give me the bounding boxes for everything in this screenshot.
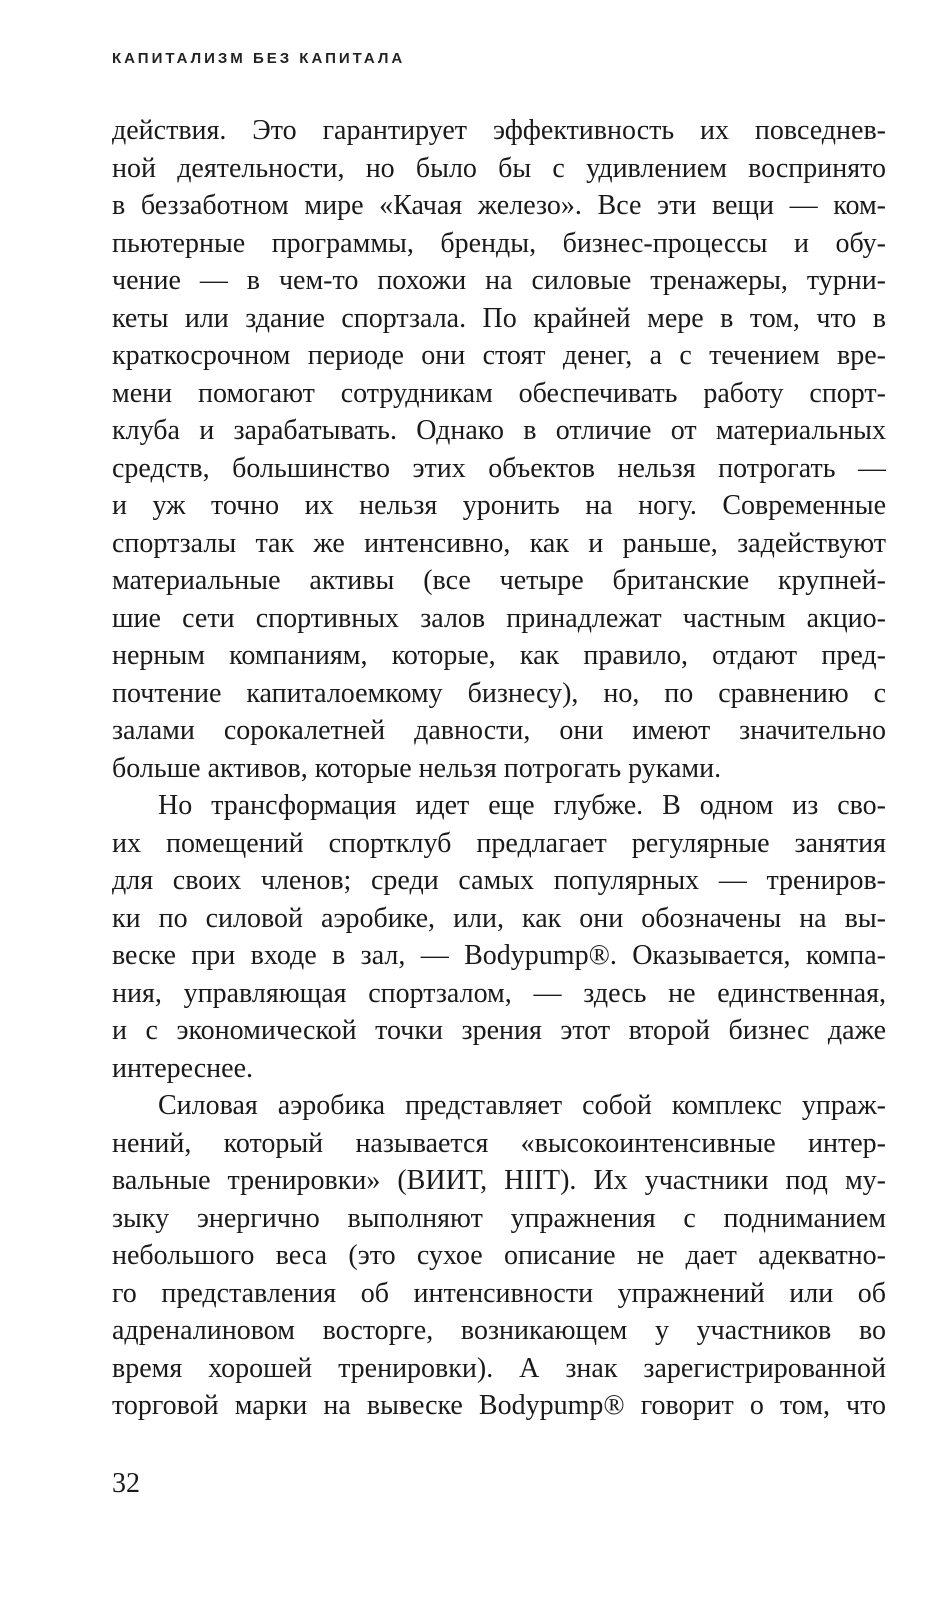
text-line: почтение капиталоемкому бизнесу), но, по сравнению с bbox=[112, 677, 886, 709]
text-line: шие сети спортивных залов принадлежат частным акцио- bbox=[112, 602, 886, 634]
text-line: Силовая аэробика представляет собой комплекс упраж- bbox=[158, 1090, 886, 1121]
text-line: залами сорокалетней давности, они имеют значительно bbox=[112, 715, 886, 746]
text-line: пьютерные программы, бренды, бизнес-процессы и обу- bbox=[112, 227, 886, 259]
text-line: ния, управляющая спортзалом, — здесь не единственная, bbox=[112, 977, 886, 1009]
text-line: средств, большинство этих объектов нельзя потрогать — bbox=[112, 452, 886, 484]
text-line: зыку энергично выполняют упражнения с подниманием bbox=[112, 1202, 886, 1234]
text-line: материальные активы (все четыре британские крупней- bbox=[112, 565, 886, 596]
paragraph-1 bbox=[112, 112, 886, 787]
text-line: больше активов, которые нельзя потрогать руками. bbox=[112, 752, 722, 784]
text-line: спортзалы так же интенсивно, как и раньше, задействуют bbox=[112, 527, 886, 559]
text-line: действия. Это гарантирует эффективность их повседнев- bbox=[112, 115, 886, 146]
running-head: КАПИТАЛИЗМ БЕЗ КАПИТАЛА bbox=[112, 50, 406, 67]
body-text bbox=[112, 112, 886, 1425]
paragraph-3 bbox=[112, 1087, 886, 1425]
text-line: интереснее. bbox=[112, 1052, 254, 1084]
text-line: мени помогают сотрудникам обеспечивать работу спорт- bbox=[112, 377, 886, 409]
text-line: в беззаботном мире «Качая железо». Все эти вещи — ком- bbox=[112, 190, 886, 221]
text-line: чение — в чем-то похожи на силовые тренажеры, турни- bbox=[112, 265, 886, 296]
text-line: и уж точно их нельзя уронить на ногу. Современные bbox=[112, 490, 886, 521]
text-line: небольшого веса (это сухое описание не дает адекватно- bbox=[112, 1240, 886, 1271]
text-line: веске при входе в зал, — Bodypump®. Оказывается, компа- bbox=[112, 940, 886, 971]
text-line: ной деятельности, но было бы с удивлением воспринято bbox=[112, 152, 886, 184]
text-line: краткосрочном периоде они стоят денег, а с течением вре- bbox=[112, 340, 886, 371]
text-line: Но трансформация идет еще глубже. В одном из сво- bbox=[158, 790, 886, 821]
text-line: го представления об интенсивности упражнений или об bbox=[112, 1277, 886, 1309]
text-line: время хорошей тренировки). А знак зарегистрированной bbox=[112, 1352, 886, 1384]
text-line: адреналиновом восторге, возникающем у участников во bbox=[112, 1315, 886, 1346]
text-line: и с экономической точки зрения этот второй бизнес даже bbox=[112, 1015, 886, 1046]
text-line: кеты или здание спортзала. По крайней мере в том, что в bbox=[112, 302, 886, 334]
text-line: для своих членов; среди самых популярных — трениров- bbox=[112, 865, 886, 896]
text-line: нений, который называется «высокоинтенсивные интер- bbox=[112, 1127, 886, 1159]
paragraph-2 bbox=[112, 787, 886, 1087]
page-number: 32 bbox=[112, 1468, 140, 1499]
text-line: ки по силовой аэробике, или, как они обозначены на вы- bbox=[112, 902, 886, 934]
text-line: их помещений спортклуб предлагает регулярные занятия bbox=[112, 827, 886, 859]
text-line: клуба и зарабатывать. Однако в отличие от материальных bbox=[112, 415, 886, 446]
text-line: нерным компаниям, которые, как правило, отдают пред- bbox=[112, 640, 886, 671]
text-line: торговой марки на вывеске Bodypump® говорит о том, что bbox=[112, 1390, 886, 1421]
text-line: вальные тренировки» (ВИИТ, HIIT). Их участники под му- bbox=[112, 1165, 886, 1196]
